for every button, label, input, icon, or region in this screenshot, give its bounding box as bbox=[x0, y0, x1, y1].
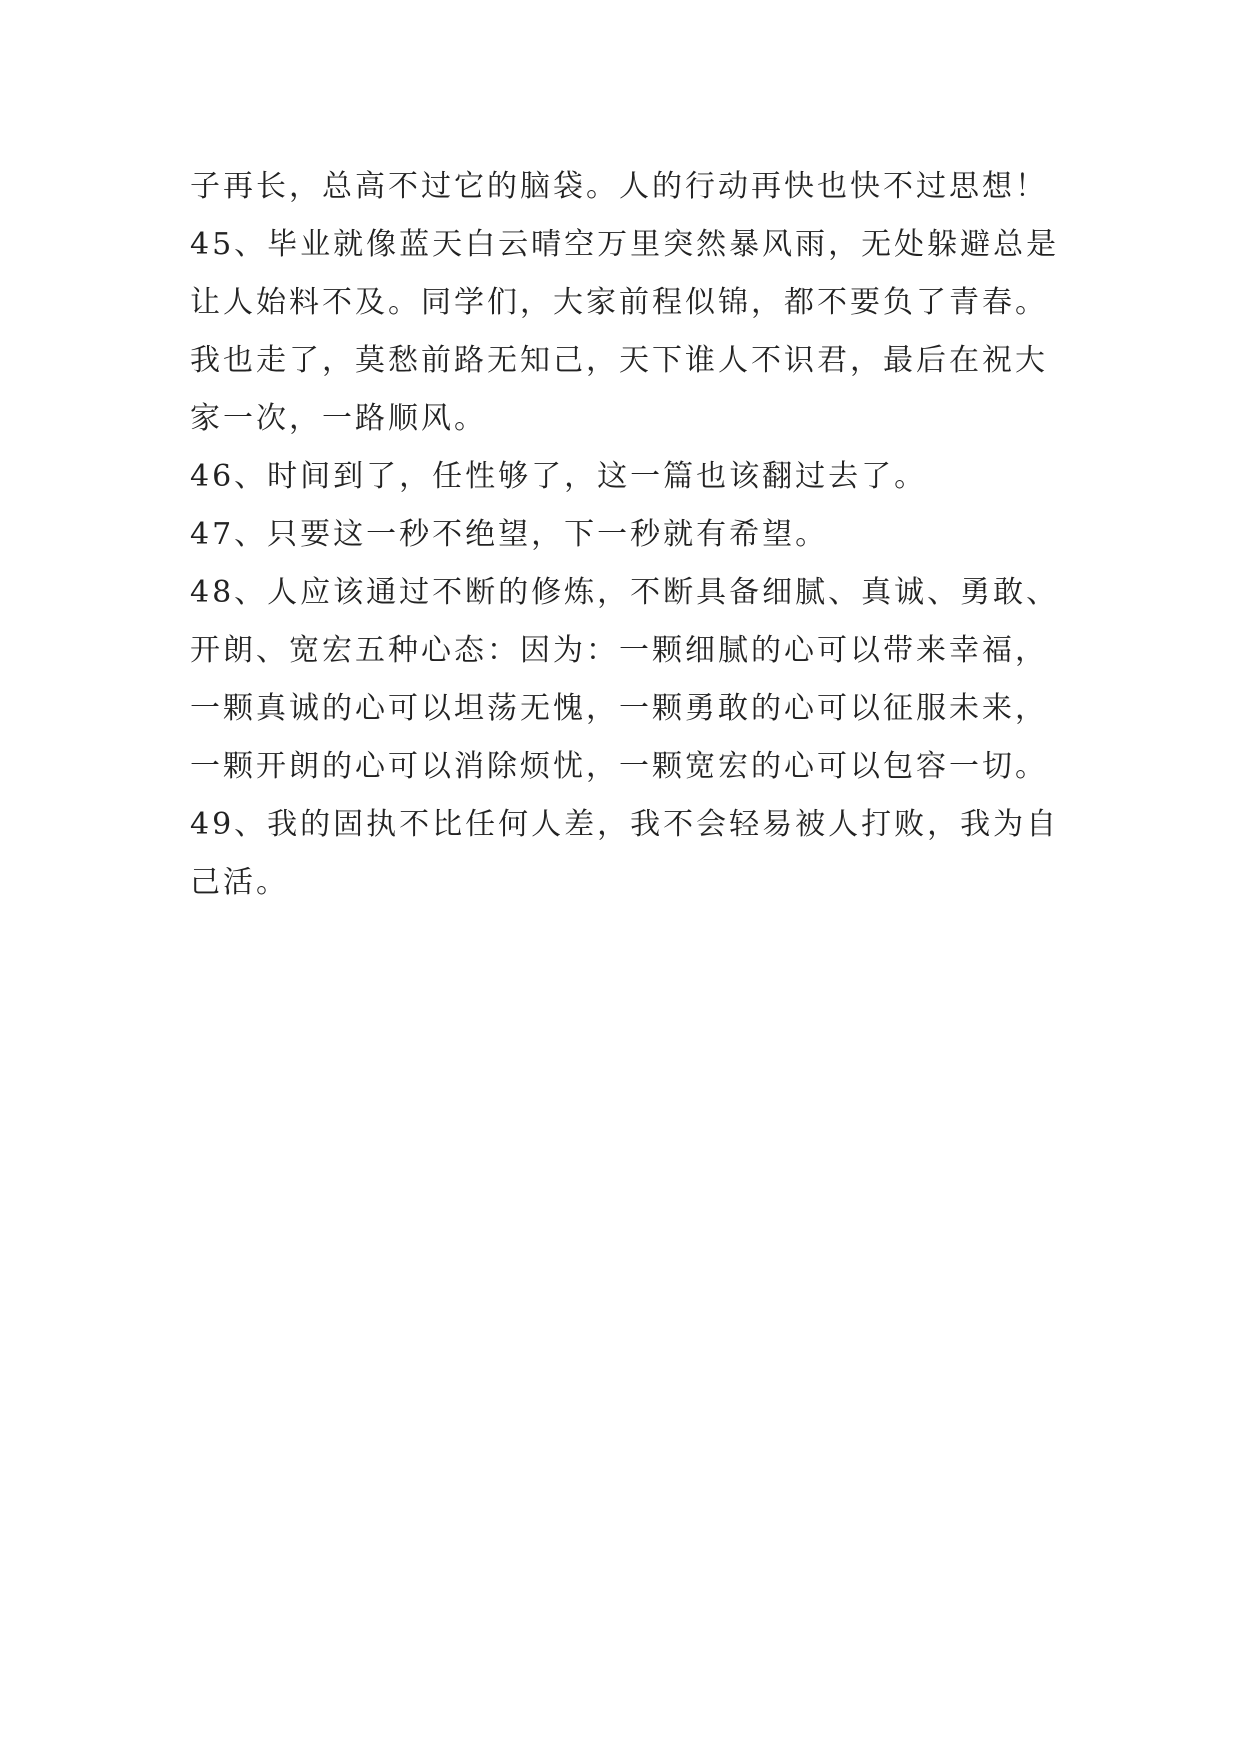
text-line: 子再长，总高不过它的脑袋。人的行动再快也快不过思想！ bbox=[190, 169, 1048, 204]
document-body bbox=[190, 158, 1070, 912]
text-line: 47、只要这一秒不绝望，下一秒就有希望。 bbox=[190, 517, 829, 552]
text-line: 48、人应该通过不断的修炼，不断具备细腻、真诚、勇敢、 bbox=[190, 575, 1060, 610]
text-line: 45、毕业就像蓝天白云晴空万里突然暴风雨，无处躲避总是 bbox=[190, 227, 1060, 262]
text-line: 让人始料不及。同学们，大家前程似锦，都不要负了青春。 bbox=[190, 285, 1048, 320]
text-line: 我也走了，莫愁前路无知己，天下谁人不识君，最后在祝大 bbox=[190, 343, 1048, 378]
text-line: 开朗、宽宏五种心态：因为：一颗细腻的心可以带来幸福， bbox=[190, 633, 1048, 668]
text-line: 一颗开朗的心可以消除烦忧，一颗宽宏的心可以包容一切。 bbox=[190, 749, 1048, 784]
text-line: 一颗真诚的心可以坦荡无愧，一颗勇敢的心可以征服未来， bbox=[190, 691, 1048, 726]
text-line: 49、我的固执不比任何人差，我不会轻易被人打败，我为自 bbox=[190, 807, 1060, 842]
text-line: 家一次，一路顺风。 bbox=[190, 401, 487, 436]
text-line: 46、时间到了，任性够了，这一篇也该翻过去了。 bbox=[190, 459, 928, 494]
text-line: 己活。 bbox=[190, 865, 289, 900]
